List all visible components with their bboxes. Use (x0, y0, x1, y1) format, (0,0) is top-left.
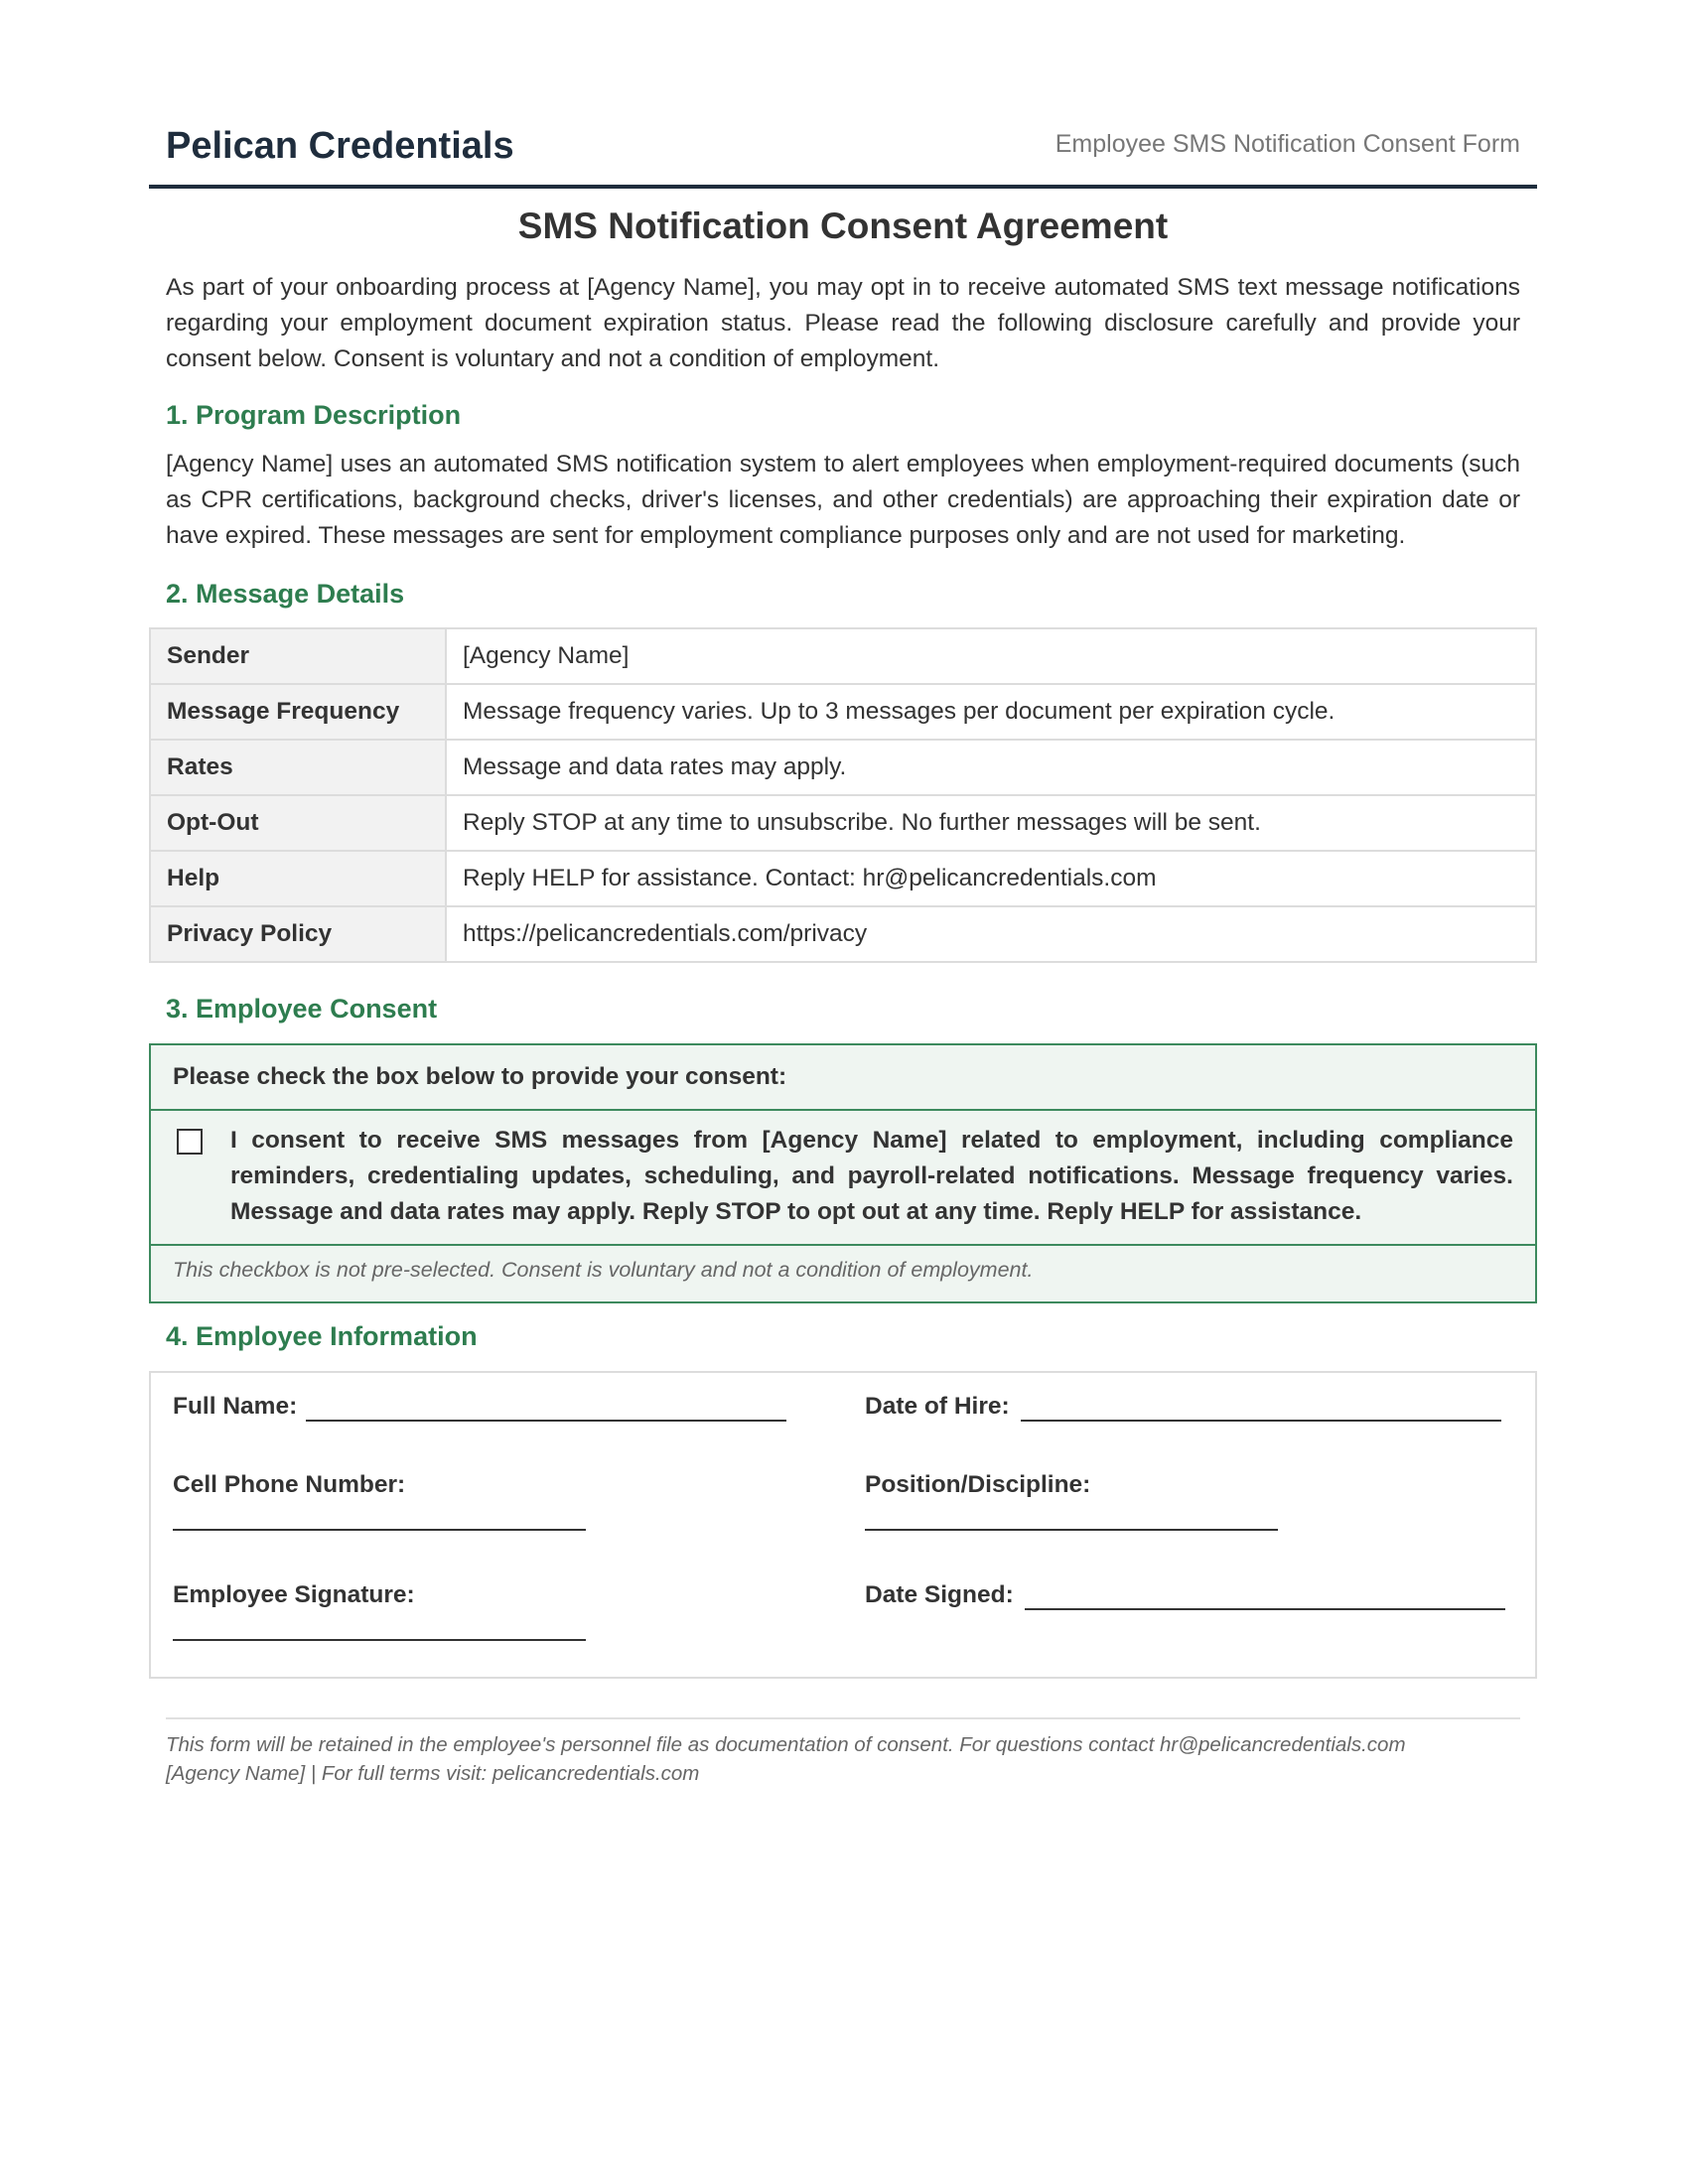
program-description: [Agency Name] uses an automated SMS notification system to alert employees when employment-required documents (such as CPR certifications, background checks, driver's licenses, and other credentials) are approaching their expiration date or have expired. These messages are sent for employment compliance purposes only and are not used for marketing. (166, 451, 1520, 549)
table-row (150, 740, 1536, 795)
footer-retention-note: This form will be retained in the employee's personnel file as documentation of consent. For questions contact hr@pelicancredentials.com (166, 1733, 1406, 1756)
employee-info-box (149, 1371, 1537, 1679)
detail-value: [Agency Name] (446, 628, 1536, 684)
detail-key: Rates (150, 740, 446, 795)
detail-value: Reply STOP at any time to unsubscribe. No further messages will be sent. (446, 795, 1536, 851)
cell-phone-field[interactable] (173, 1529, 586, 1531)
section-heading-program: 1. Program Description (166, 400, 462, 430)
table-row (150, 684, 1536, 740)
document-title: SMS Notification Consent Agreement (517, 205, 1169, 246)
detail-value: Message frequency varies. Up to 3 messages per document per expiration cycle. (446, 684, 1536, 740)
position-field[interactable] (865, 1529, 1278, 1531)
table-row (150, 851, 1536, 906)
signature-field[interactable] (173, 1639, 586, 1641)
detail-key: Privacy Policy (150, 906, 446, 962)
section-heading-info: 4. Employee Information (166, 1321, 478, 1351)
footer-divider (166, 1717, 1520, 1719)
detail-key: Sender (150, 628, 446, 684)
consent-note-bar (151, 1244, 1535, 1303)
consent-box (149, 1043, 1537, 1303)
date-of-hire-field[interactable] (1021, 1420, 1501, 1422)
detail-key: Help (150, 851, 446, 906)
consent-checkbox[interactable] (177, 1129, 203, 1155)
date-of-hire-label: Date of Hire: (865, 1393, 1010, 1420)
detail-value: Message and data rates may apply. (446, 740, 1536, 795)
table-row (150, 906, 1536, 962)
detail-value: https://pelicancredentials.com/privacy (446, 906, 1536, 962)
consent-prompt-bar (151, 1045, 1535, 1111)
cell-phone-label: Cell Phone Number: (173, 1471, 406, 1498)
section-heading-consent: 3. Employee Consent (166, 994, 438, 1024)
form-header (149, 117, 1537, 189)
brand-name: Pelican Credentials (166, 125, 514, 167)
section-heading-details: 2. Message Details (166, 579, 405, 609)
date-signed-field[interactable] (1025, 1608, 1505, 1610)
date-signed-label: Date Signed: (865, 1581, 1014, 1608)
full-name-label: Full Name: (173, 1393, 298, 1420)
detail-key: Opt-Out (150, 795, 446, 851)
consent-prompt: Please check the box below to provide your consent: (173, 1063, 787, 1090)
footer-terms-note: [Agency Name] | For full terms visit: pelicancredentials.com (166, 1762, 700, 1785)
consent-note: This checkbox is not pre-selected. Consent is voluntary and not a condition of employment. (173, 1258, 1034, 1282)
full-name-field[interactable] (306, 1420, 786, 1422)
detail-value: Reply HELP for assistance. Contact: hr@pelicancredentials.com (446, 851, 1536, 906)
message-details-table (149, 627, 1537, 963)
detail-key: Message Frequency (150, 684, 446, 740)
position-label: Position/Discipline: (865, 1471, 1091, 1498)
form-type-label: Employee SMS Notification Consent Form (1055, 130, 1520, 158)
table-row (150, 795, 1536, 851)
intro-paragraph: As part of your onboarding process at [Agency Name], you may opt in to receive automated SMS text message notifications regarding your employment document expiration status. Please read the following disclosure carefully and provide your consent below. Consent is voluntary and not a condition of employment. (166, 274, 1520, 372)
signature-label: Employee Signature: (173, 1581, 415, 1608)
consent-statement: I consent to receive SMS messages from [Agency Name] related to employment, including compliance reminders, credentialing updates, scheduling, and payroll-related notifications. Message frequency varies. Message and data rates may apply. Reply STOP to opt out at any time. Reply HELP for assistance. (230, 1127, 1513, 1225)
table-row (150, 628, 1536, 684)
